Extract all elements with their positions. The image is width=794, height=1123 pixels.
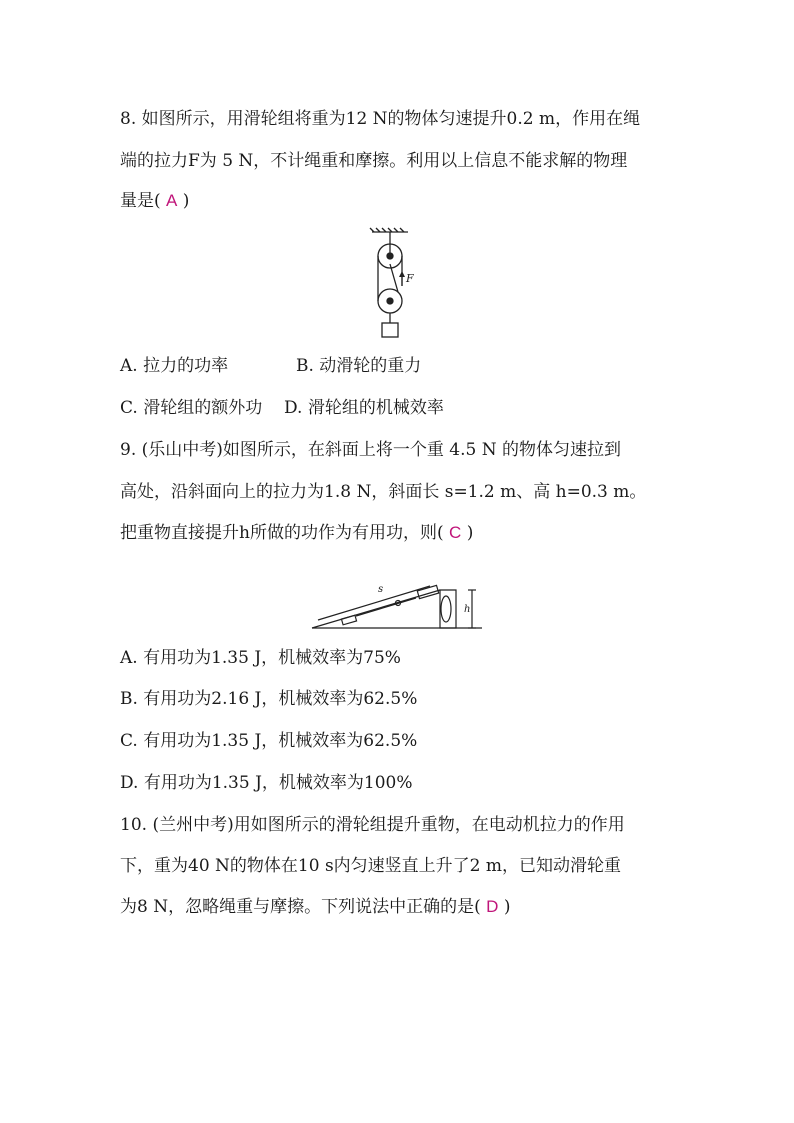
q9-close-paren: ) — [466, 523, 474, 543]
q8-option-a: A. 拉力的功率 — [120, 356, 229, 376]
q8-close-paren: ) — [182, 191, 190, 211]
q9-line-2: 高处，沿斜面向上的拉力为1.8 N，斜面长 s=1.2 m、高 h=0.3 m。 — [120, 482, 647, 502]
q8-option-c: C. 滑轮组的额外功 — [120, 398, 263, 418]
incline-height-label: h — [464, 604, 471, 615]
q10-answer: D — [486, 897, 499, 916]
q9-option-b: B. 有用功为2.16 J，机械效率为62.5% — [120, 689, 418, 709]
q9-option-a: A. 有用功为1.35 J，机械效率为75% — [120, 648, 401, 668]
q8-line-3 — [120, 188, 189, 214]
incline-length-label: s — [378, 584, 384, 595]
q9-option-d: D. 有用功为1.35 J，机械效率为100% — [120, 773, 413, 793]
q10-stem-end: 为8 N，忽略绳重与摩擦。下列说法中正确的是( — [120, 897, 481, 917]
q8-option-b: B. 动滑轮的重力 — [296, 356, 422, 376]
q9-line-3 — [120, 520, 473, 546]
q8-line-2: 端的拉力F为 5 N，不计绳重和摩擦。利用以上信息不能求解的物理 — [120, 151, 628, 171]
q9-line-1: 9. (乐山中考)如图所示，在斜面上将一个重 4.5 N 的物体匀速拉到 — [120, 440, 622, 460]
q9-answer: C — [449, 523, 462, 542]
q8-option-d: D. 滑轮组的机械效率 — [284, 398, 444, 418]
q8-stem-end: 量是( — [120, 191, 161, 211]
incline-figure — [312, 562, 484, 634]
pulley-figure — [360, 228, 440, 343]
q10-line-1: 10. (兰州中考)用如图所示的滑轮组提升重物，在电动机拉力的作用 — [120, 815, 625, 835]
q8-answer: A — [166, 191, 178, 210]
q9-stem-end: 把重物直接提升h所做的功作为有用功，则( — [120, 523, 444, 543]
q10-line-3 — [120, 894, 510, 920]
q10-close-paren: ) — [503, 897, 511, 917]
q9-option-c: C. 有用功为1.35 J，机械效率为62.5% — [120, 731, 418, 751]
pulley-force-label: F — [406, 272, 414, 285]
q10-line-2: 下，重为40 N的物体在10 s内匀速竖直上升了2 m，已知动滑轮重 — [120, 856, 622, 876]
q8-line-1: 8. 如图所示，用滑轮组将重为12 N的物体匀速提升0.2 m，作用在绳 — [120, 109, 641, 129]
